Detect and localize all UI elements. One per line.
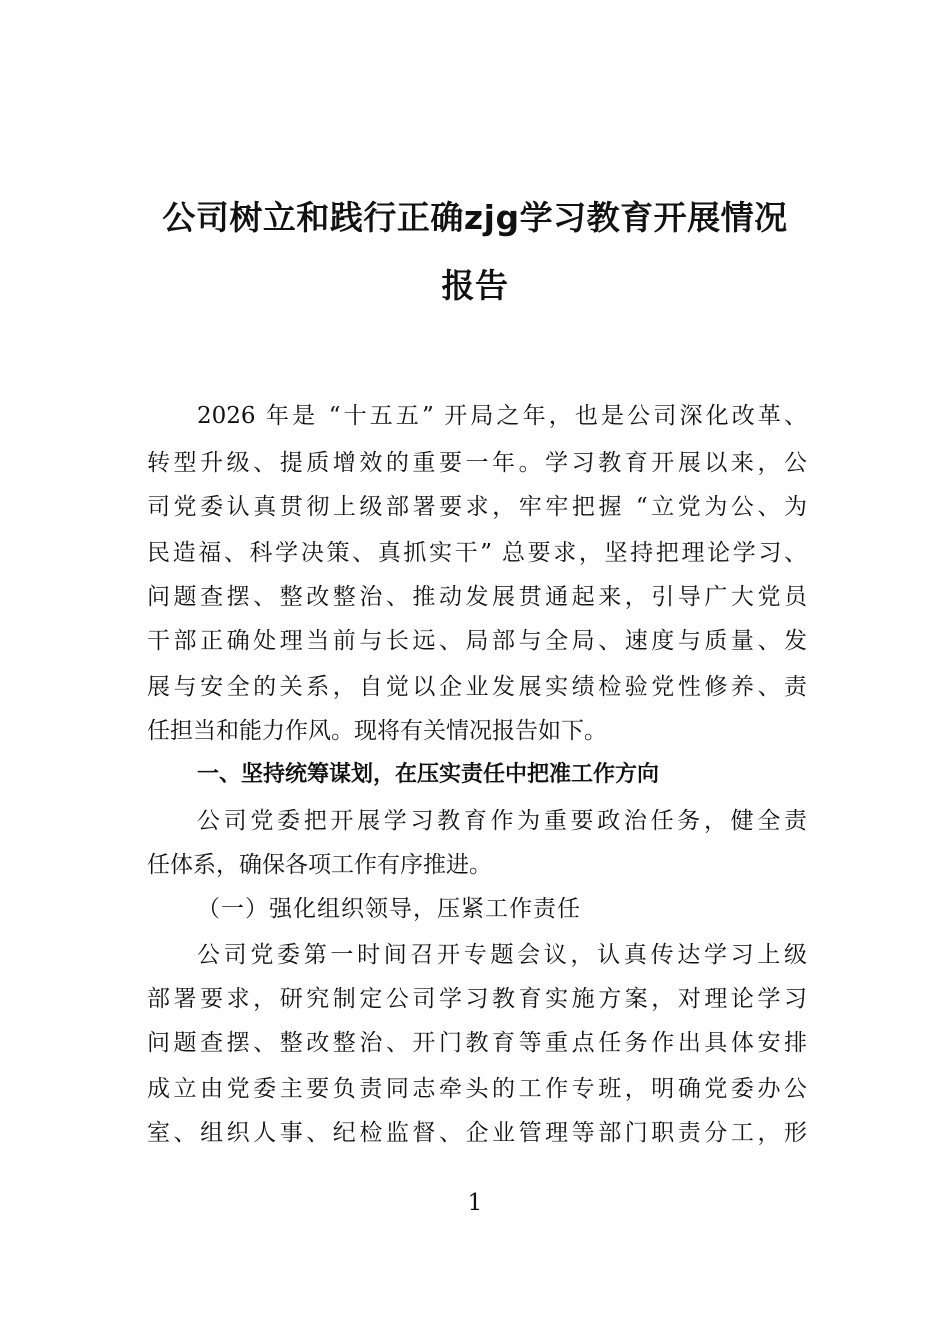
paragraph-1-line-6: 干部正确处理当前与长远、局部与全局、速度与质量、发 [147, 628, 807, 654]
paragraph-1-line-5: 问题查摆、整改整治、推动发展贯通起来，引导广大党员 [147, 584, 807, 610]
paragraph-2-line-1: 公司党委把开展学习教育作为重要政治任务，健全责 [197, 808, 807, 834]
paragraph-3-line-4: 成立由党委主要负责同志牵头的工作专班，明确党委办公 [147, 1076, 807, 1102]
paragraph-3-line-2: 部署要求，研究制定公司学习教育实施方案，对理论学习 [147, 986, 807, 1012]
subsection-heading-1: （一）强化组织领导，压紧工作责任 [197, 896, 581, 922]
paragraph-1-line-3: 司党委认真贯彻上级部署要求，牢牢把握 “立党为公、为 [147, 494, 807, 520]
paragraph-1-line-8: 任担当和能力作风。现将有关情况报告如下。 [147, 718, 607, 744]
section-heading-1: 一、坚持统筹谋划，在压实责任中把准工作方向 [197, 762, 660, 787]
paragraph-3-line-1: 公司党委第一时间召开专题会议，认真传达学习上级 [197, 942, 807, 968]
document-title-line-1: 公司树立和践行正确zjg学习教育开展情况 [162, 198, 788, 237]
paragraph-3-line-3: 问题查摆、整改整治、开门教育等重点任务作出具体安排 [147, 1030, 807, 1056]
paragraph-2-line-2: 任体系，确保各项工作有序推进。 [147, 852, 492, 878]
paragraph-1-line-1: 2026 年是 “十五五” 开局之年，也是公司深化改革、 [197, 403, 807, 429]
paragraph-1-line-7: 展与安全的关系，自觉以企业发展实绩检验党性修养、责 [147, 674, 807, 700]
page-number: 1 [467, 1190, 483, 1216]
paragraph-3-line-5: 室、组织人事、纪检监督、企业管理等部门职责分工，形 [147, 1120, 807, 1146]
document-title-line-2: 报告 [441, 266, 509, 305]
paragraph-1-line-4: 民造福、科学决策、真抓实干” 总要求，坚持把理论学习、 [147, 540, 807, 566]
paragraph-1-line-2: 转型升级、提质增效的重要一年。学习教育开展以来，公 [147, 450, 807, 476]
